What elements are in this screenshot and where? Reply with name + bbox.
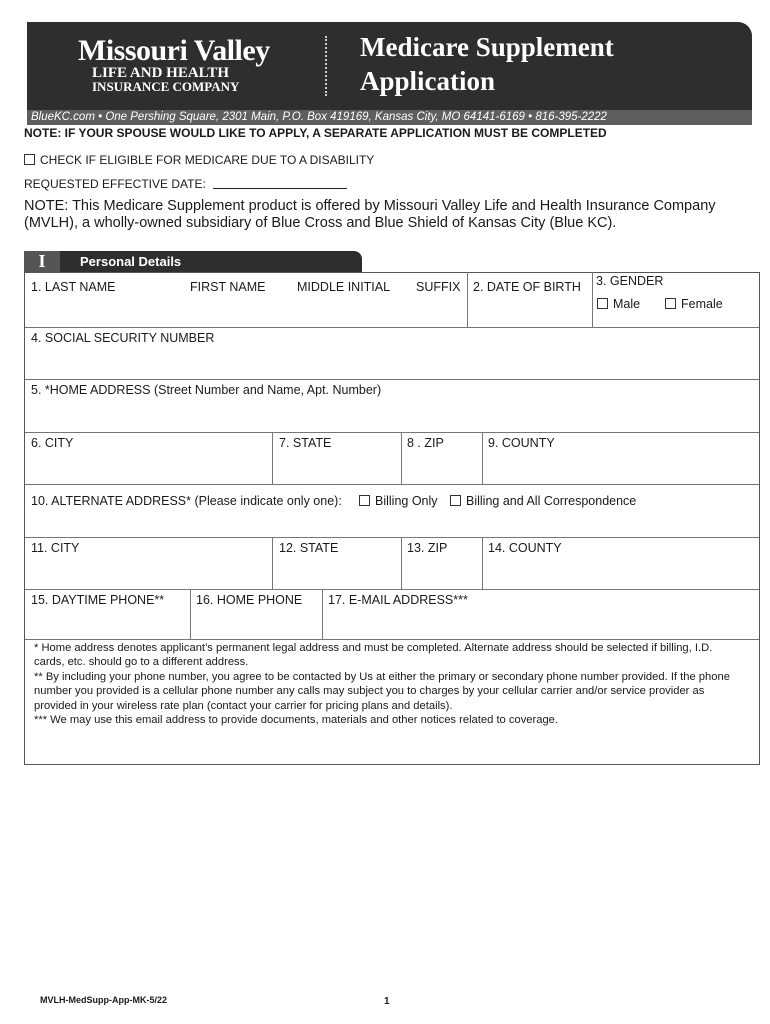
disability-checkbox[interactable] <box>24 154 35 165</box>
ssn-field[interactable]: 4. SOCIAL SECURITY NUMBER <box>31 331 215 345</box>
footnote-email: *** We may use this email address to provide documents, materials and other notices related to coverage. <box>34 714 559 727</box>
company-logo-sub1: LIFE AND HEALTH <box>92 65 229 81</box>
spouse-note: NOTE: IF YOUR SPOUSE WOULD LIKE TO APPLY, A SEPARATE APPLICATION MUST BE COMPLETED <box>24 126 607 140</box>
col-divider <box>401 537 402 589</box>
home-address-field[interactable]: 5. *HOME ADDRESS (Street Number and Name, Apt. Number) <box>31 383 382 397</box>
suffix-field[interactable]: SUFFIX <box>416 280 461 294</box>
row-divider <box>25 327 759 328</box>
female-checkbox[interactable] <box>665 298 676 309</box>
gender-female-option[interactable] <box>665 297 723 311</box>
section-header-bar <box>24 251 362 272</box>
city-field[interactable]: 6. CITY <box>31 436 74 450</box>
row-divider <box>25 484 759 485</box>
contact-info-bar: BlueKC.com • One Pershing Square, 2301 Main, P.O. Box 419169, Kansas City, MO 64141-6169 • 816-395-2222 <box>27 110 752 125</box>
col-divider <box>482 432 483 484</box>
gender-male-option[interactable] <box>597 297 640 311</box>
document-title-line2: Application <box>360 66 496 96</box>
row-divider <box>25 379 759 380</box>
company-logo-name: Missouri Valley <box>78 34 270 67</box>
male-checkbox[interactable] <box>597 298 608 309</box>
last-name-field[interactable]: 1. LAST NAME <box>31 280 116 294</box>
row-divider <box>25 537 759 538</box>
col-divider <box>272 432 273 484</box>
daytime-phone-field[interactable]: 15. DAYTIME PHONE** <box>31 593 165 607</box>
disability-label: CHECK IF ELIGIBLE FOR MEDICARE DUE TO A DISABILITY <box>40 153 375 167</box>
footnote-address: * Home address denotes applicant’s permanent legal address and must be completed. Alternate address should be selected if billing, I.D. cards, etc. should go to a different address. <box>34 642 713 669</box>
product-note: NOTE: This Medicare Supplement product is offered by Missouri Valley Life and Health Insurance Company (MVLH), a wholly-owned subsidiary of Blue Cross and Blue Shield of Kansas City (Blue KC). <box>24 198 716 231</box>
alternate-address-label: 10. ALTERNATE ADDRESS* (Please indicate only one): <box>31 494 342 508</box>
billing-all-label: Billing and All Correspondence <box>466 494 637 508</box>
female-label: Female <box>681 297 723 311</box>
county-field[interactable]: 9. COUNTY <box>488 436 555 450</box>
effective-date-label: REQUESTED EFFECTIVE DATE: <box>24 177 206 191</box>
footnotes <box>34 641 744 727</box>
col-divider <box>467 272 468 327</box>
gender-label: 3. GENDER <box>596 274 664 288</box>
row-divider <box>25 639 759 640</box>
middle-initial-field[interactable]: MIDDLE INITIAL <box>297 280 391 294</box>
col-divider <box>482 537 483 589</box>
section-number: I <box>24 251 60 272</box>
col-divider <box>322 589 323 639</box>
male-label: Male <box>613 297 641 311</box>
page-number: 1 <box>384 996 390 1007</box>
alt-city-field[interactable]: 11. CITY <box>31 541 80 555</box>
disability-row <box>24 153 374 167</box>
zip-field[interactable]: 8 . ZIP <box>407 436 444 450</box>
row-divider <box>25 589 759 590</box>
state-field[interactable]: 7. STATE <box>279 436 332 450</box>
form-code: MVLH-MedSupp-App-MK-5/22 <box>40 995 167 1005</box>
date-of-birth-field[interactable]: 2. DATE OF BIRTH <box>473 280 581 294</box>
col-divider <box>592 272 593 327</box>
alt-state-field[interactable]: 12. STATE <box>279 541 339 555</box>
billing-all-checkbox[interactable] <box>450 495 461 506</box>
billing-only-option[interactable] <box>359 494 438 508</box>
footnote-phone: ** By including your phone number, you agree to be contacted by Us at either the primary or secondary phone number provided. If the phone number you provided is a cellular phone number any calls may subject you to charges by your cellular carrier and/or service provider as provided in your wireless rate plan (contact your carrier for pricing plans and details). <box>34 670 730 712</box>
home-phone-field[interactable]: 16. HOME PHONE <box>196 593 303 607</box>
col-divider <box>401 432 402 484</box>
col-divider <box>190 589 191 639</box>
col-divider <box>272 537 273 589</box>
billing-only-checkbox[interactable] <box>359 495 370 506</box>
billing-only-label: Billing Only <box>375 494 438 508</box>
alt-county-field[interactable]: 14. COUNTY <box>488 541 562 555</box>
effective-date-field[interactable] <box>213 188 347 189</box>
row-divider <box>25 432 759 433</box>
alt-zip-field[interactable]: 13. ZIP <box>407 541 448 555</box>
billing-all-option[interactable] <box>450 494 636 508</box>
email-field[interactable]: 17. E-MAIL ADDRESS*** <box>328 593 468 607</box>
company-logo-sub2: INSURANCE COMPANY <box>92 79 240 94</box>
header-divider <box>325 36 331 96</box>
section-title: Personal Details <box>80 254 182 269</box>
first-name-field[interactable]: FIRST NAME <box>190 280 266 294</box>
document-title-line1: Medicare Supplement <box>360 32 614 62</box>
